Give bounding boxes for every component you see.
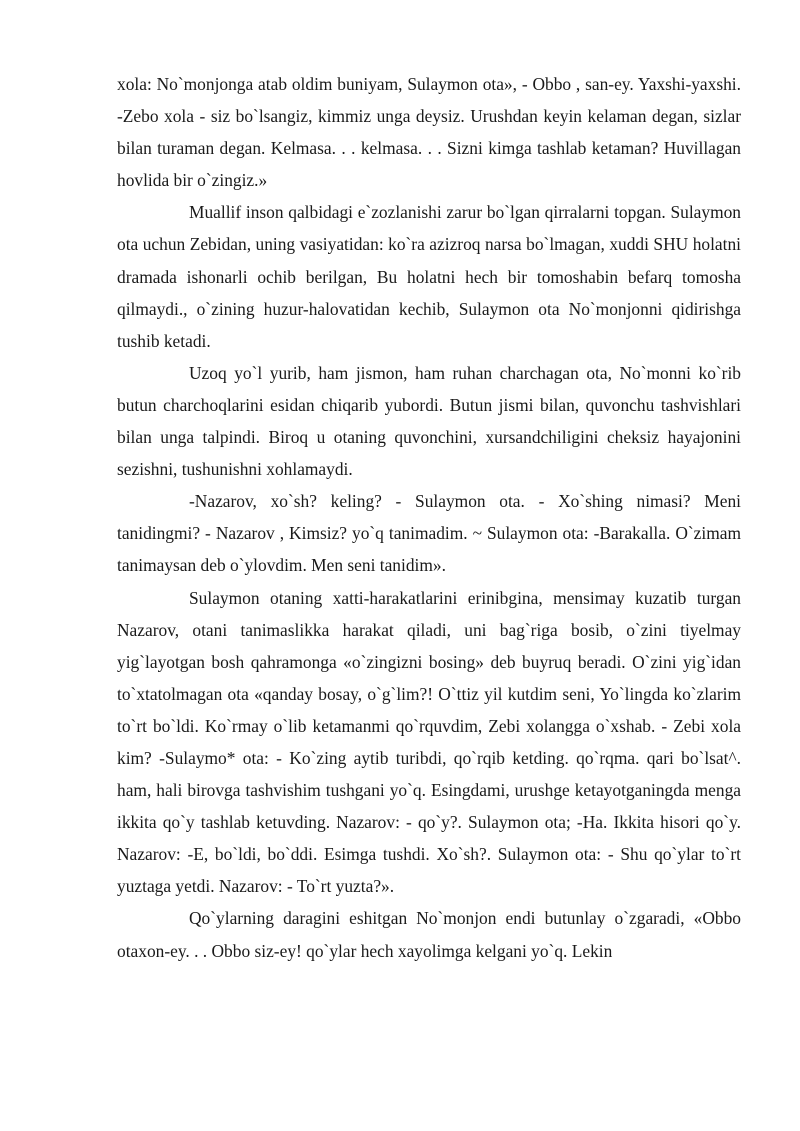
document-page [117,68,741,967]
paragraph-5: Sulaymon otaning xatti-harakatlarini erinibgina, mensimay kuzatib turgan Nazarov, otani tanimaslikka harakat qiladi, uni bag`riga bosib, o`zini tiyelmay yig`layotgan bosh qahramonga «o`zingizni bosing» deb buyruq beradi. O`zini yig`idan to`xtatolmagan ota «qanday bosay, o`g`lim?! O`ttiz yil kutdim seni, Yo`lingda ko`zlarim to`rt bo`ldi. Ko`rmay o`lib ketamanmi qo`rquvdim, Zebi xolangga o`xshab. - Zebi xola kim? -Sulaymo* ota: - Ko`zing aytib turibdi, qo`rqib ketding. qo`rqma. qari bo`lsat^. ham, hali birovga tashvishim tushgani yo`q. Esingdami, urushge ketayotganingda menga ikkita qo`y tashlab ketuvding. Nazarov: - qo`y?. Sulaymon ota; -Ha. Ikkita hisori qo`y. Nazarov: -E, bo`ldi, bo`ddi. Esimga tushdi. Xo`sh?. Sulaymon ota: - Shu qo`ylar to`rt yuztaga yetdi. Nazarov: - To`rt yuzta?». [117,587,741,897]
paragraph-6: Qo`ylarning daragini eshitgan No`monjon endi butunlay o`zgaradi, «Obbo otaxon-ey. . . Obbo siz-ey! qo`ylar hech xayolimga kelgani yo`q. Lekin [117,908,741,961]
paragraph-2: Muallif inson qalbidagi e`zozlanishi zarur bo`lgan qirralarni topgan. Sulaymon ota uchun Zebidan, uning vasiyatidan: ko`ra azizroq narsa bo`lmagan, xuddi SHU holatni dramada ishonarli ochib berilgan, Bu holatni hech bir tomoshabin befarq tomosha qilmaydi., o`zining huzur-halovatidan kechib, Sulaymon ota No`monjonni qidirishga tushib ketadi. [117,202,741,351]
paragraph-3: Uzoq yo`l yurib, ham jismon, ham ruhan charchagan ota, No`monni ko`rib butun charchoqlarini esidan chiqarib yubordi. Butun jismi bilan, quvonchu tashvishlari bilan unga talpindi. Biroq u otaning quvonchini, xursandchiligini cheksiz hayajonini sezishni, tushunishni xohlamaydi. [117,362,741,480]
paragraph-4: -Nazarov, xo`sh? keling? - Sulaymon ota. - Xo`shing nimasi? Meni tanidingmi? - Nazarov , Kimsiz? yo`q tanimadim. ~ Sulaymon ota: -Barakalla. O`zimam tanimaysan deb o`ylovdim. Men seni tanidim». [117,491,741,576]
paragraph-1: xola: No`monjonga atab oldim buniyam, Sulaymon ota», - Obbo , san-ey. Yaxshi-yaxshi. -Zebo xola - siz bo`lsangiz, kimmiz unga deysiz. Urushdan keyin kelaman degan, sizlar bilan turaman degan. Kelmasa. . . kelmasa. . . Sizni kimga tashlab ketaman? Huvillagan hovlida bir o`zingiz.» [117,74,741,191]
